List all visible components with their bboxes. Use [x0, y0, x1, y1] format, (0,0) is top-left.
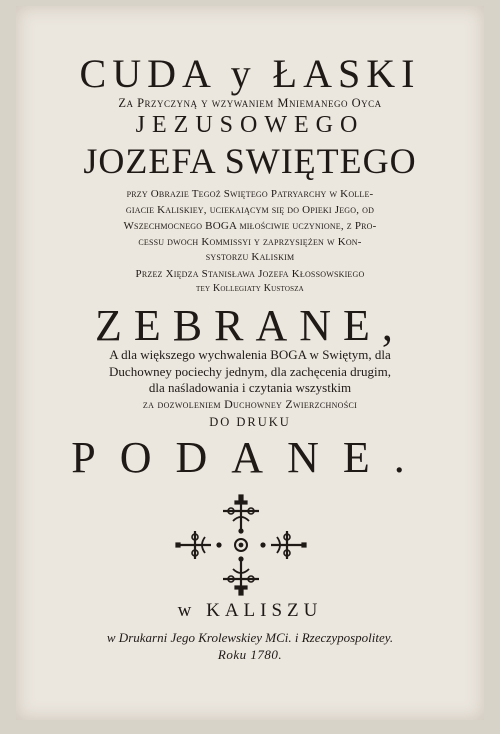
description-line-1: przy Obrazie Tegoż Swiętego Patryarchy w Kolle-	[126, 188, 374, 200]
permission-line: za dozwoleniem Duchowney Zwierzchności	[142, 397, 358, 411]
purpose-line-1: A dla większego wychwalenia BOGA w Swiętym, dla	[109, 347, 391, 362]
place-line: w KALISZU	[177, 600, 323, 621]
purpose-line-2: Duchowney pociechy jednym, dla zachęcenia drugim,	[109, 364, 391, 379]
printer-line: w Drukarni Jego Krolewskiey MCi. i Rzeczypospolitey.	[106, 630, 394, 645]
subtitle-jezusowego: JEZUSOWEGO	[135, 112, 365, 138]
zebrane-heading: ZEBRANE,	[95, 301, 405, 350]
main-title: CUDA y ŁASKI	[79, 51, 421, 96]
author-role: tey Kollegiaty Kustosza	[196, 283, 304, 294]
author-line: Przez Xiędza Stanisława Jozefa Kłossowskiego	[135, 268, 365, 280]
year-line: Roku 1780.	[217, 647, 283, 662]
subtitle-jozefa: JOZEFA SWIĘTEGO	[83, 141, 417, 181]
description-line-3: Wszechmocnego BOGA miłościwie uczynione, z Pro-	[123, 220, 377, 232]
description-line-2: giacie Kaliskiey, uciekaiącym się do Opieki Jego, od	[125, 204, 375, 216]
floral-cross-vignette-icon	[175, 491, 307, 599]
title-page	[16, 6, 484, 720]
podane-heading: PODANE.	[71, 433, 429, 482]
purpose-line-3: dla naśladowania i czytania wszystkim	[148, 380, 352, 395]
description-line-5: systorzu Kaliskim	[205, 251, 295, 263]
do-druku-line: DO DRUKU	[209, 415, 291, 429]
subtitle-line: Za Przyczyną y wzywaniem Mniemanego Oyca	[118, 96, 382, 110]
description-line-4: cessu dwoch Kommissyi y zaprzysiężen w Kon-	[138, 236, 362, 248]
